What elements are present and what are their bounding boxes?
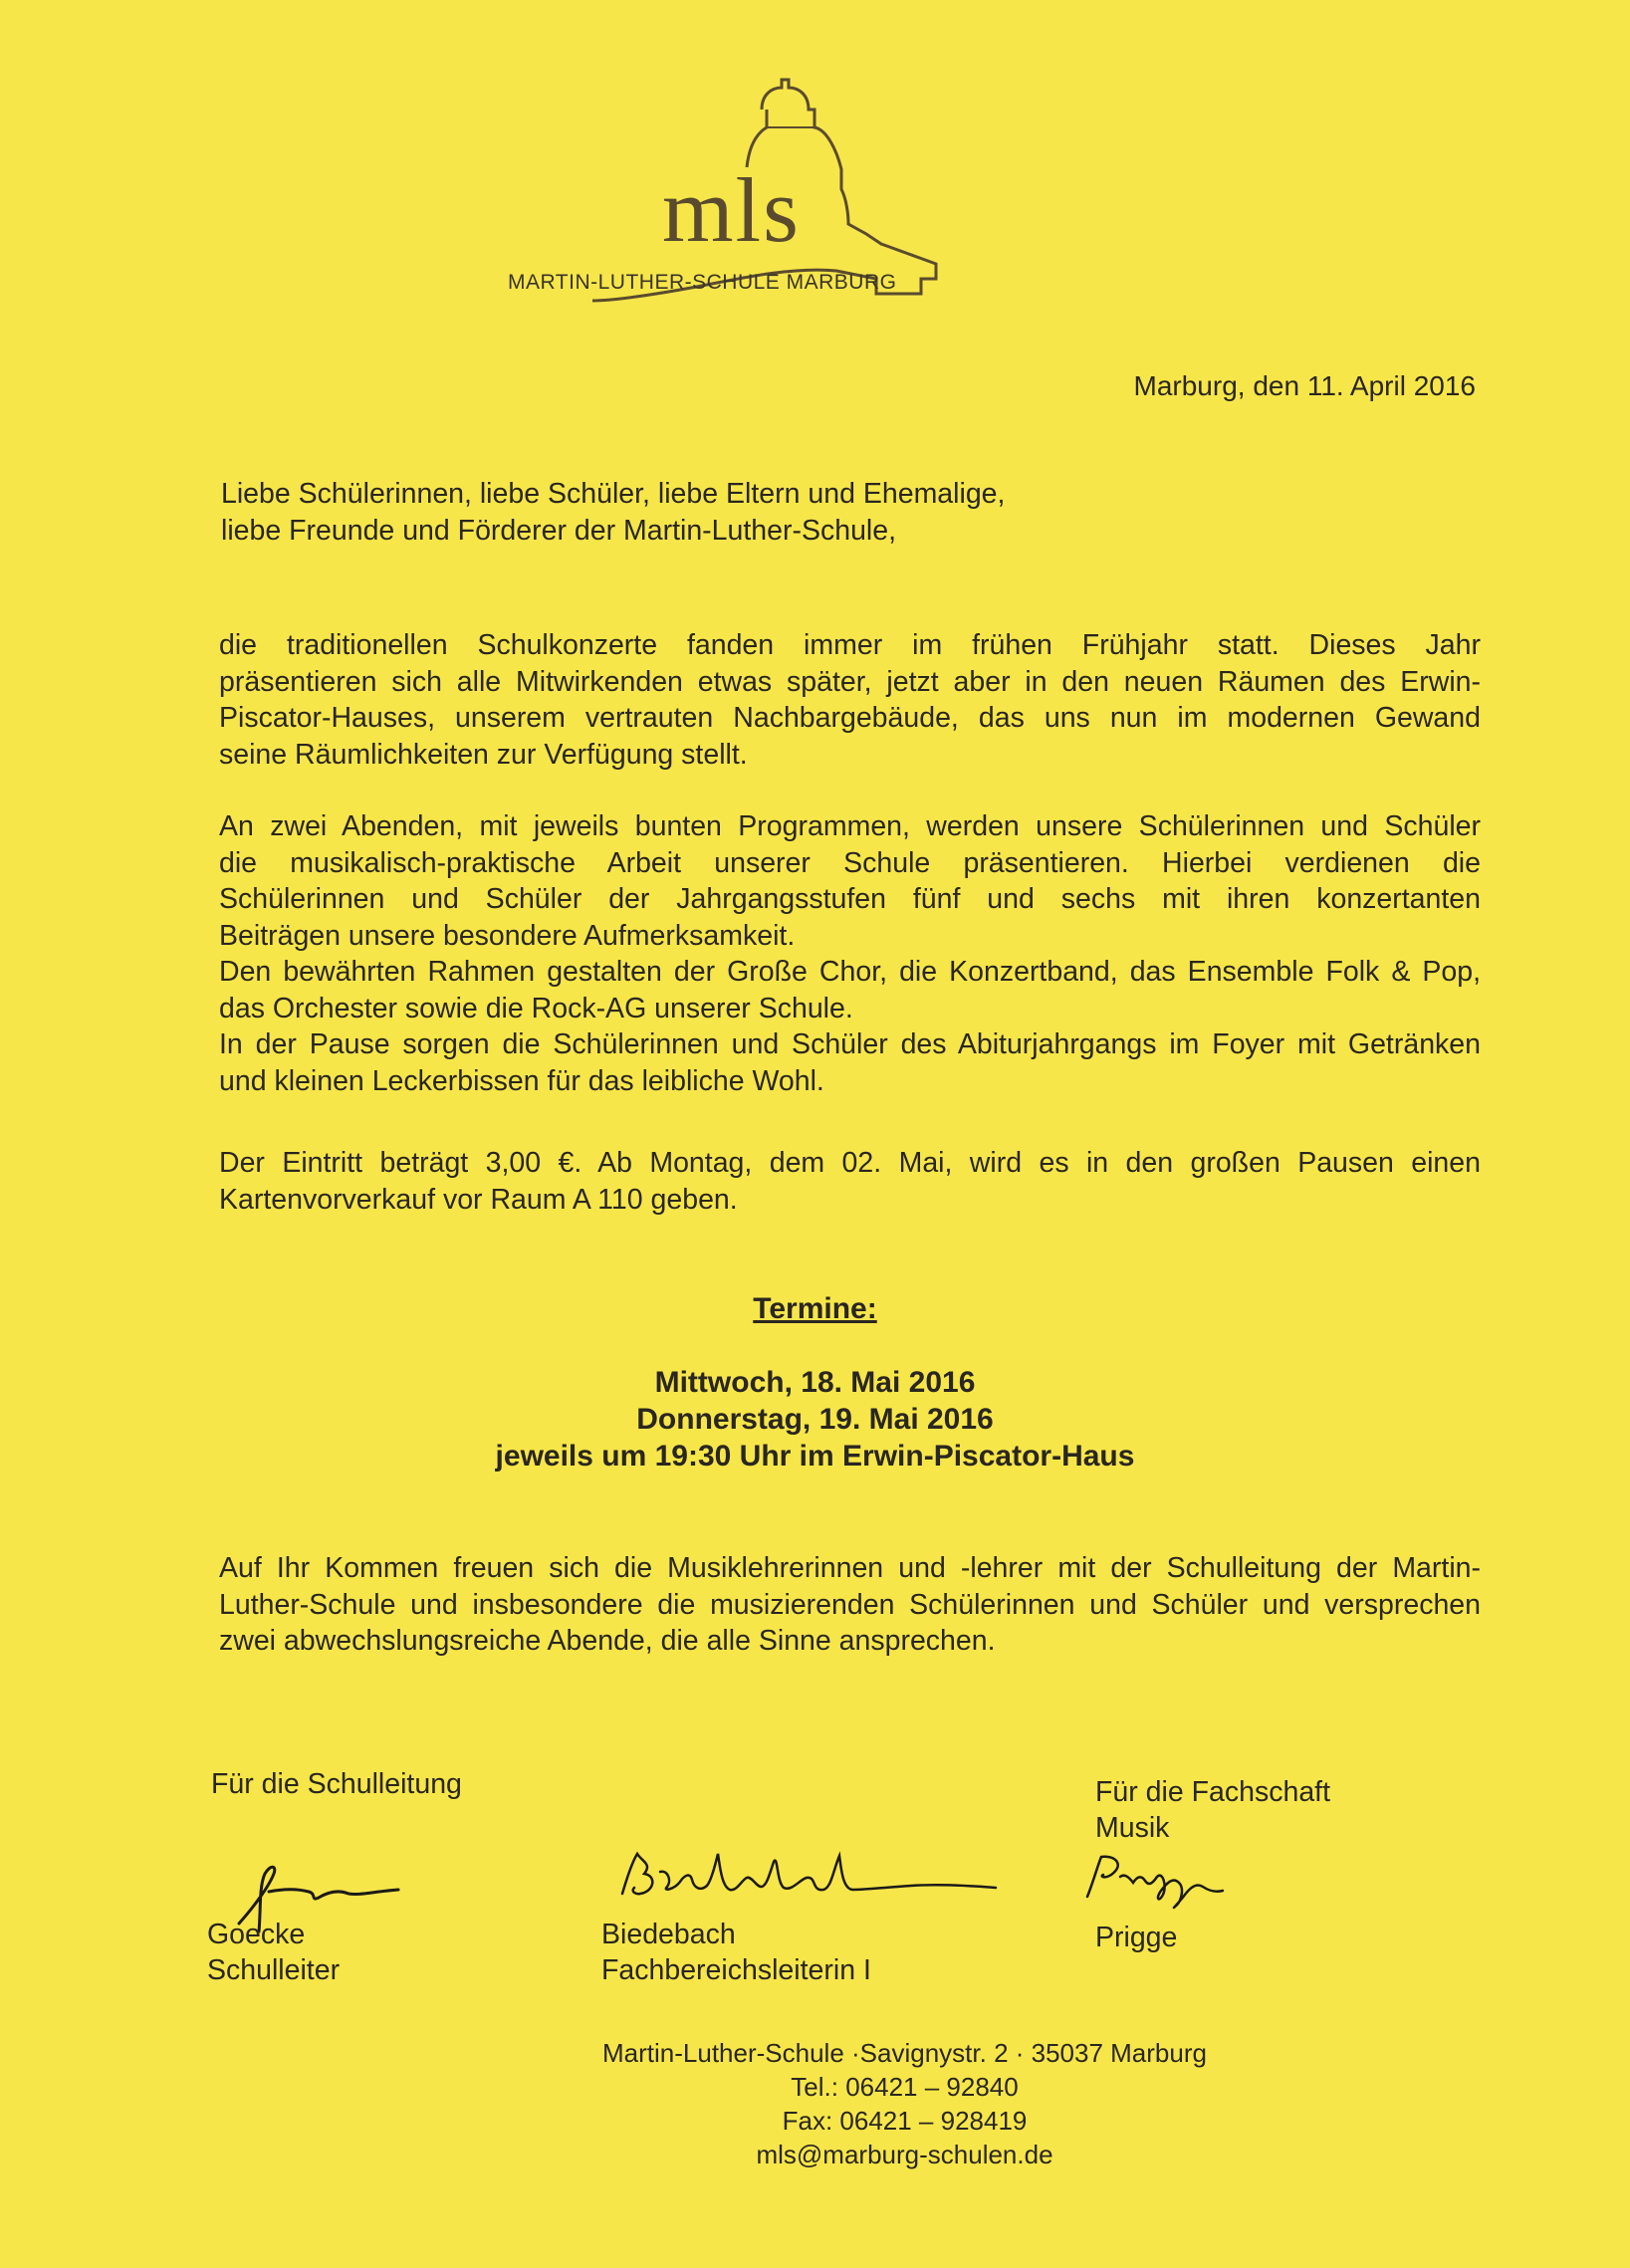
- paragraph-closing: [219, 1550, 1481, 1660]
- logo-wordmark: mls: [662, 159, 801, 261]
- text-line: Luther-Schule und insbesondere die musizierenden Schülerinnen und Schüler und versprechen: [219, 1588, 1481, 1621]
- signature-label-right: [1095, 1774, 1330, 1846]
- paragraph-program: [219, 808, 1481, 1099]
- text-line: Der Eintritt beträgt 3,00 €. Ab Montag, dem 02. Mai, wird es in den großen Pausen einen: [219, 1147, 1481, 1179]
- text-line: Schülerinnen und Schüler der Jahrgangsstufen fünf und sechs mit ihren konzertanten: [219, 883, 1481, 915]
- footer-phone: Tel.: 06421 – 92840: [791, 2072, 1019, 2102]
- signatory-role-left: Schulleiter: [207, 1954, 341, 1986]
- signature-label-right-line: Für die Fachschaft: [1095, 1776, 1331, 1808]
- text-line: das Orchester sowie die Rock-AG unserer Schule.: [219, 992, 853, 1024]
- footer-fax: Fax: 06421 – 928419: [782, 2106, 1028, 2136]
- signature-middle: [601, 1917, 871, 1988]
- signature-label-left: Für die Schulleitung: [211, 1768, 462, 1800]
- text-line: seine Räumlichkeiten zur Verfügung stellt.: [219, 738, 748, 771]
- footer-email: mls@marburg-schulen.de: [756, 2140, 1053, 2169]
- text-line: Beiträgen unsere besondere Aufmerksamkeit.: [219, 919, 796, 952]
- text-line: Den bewährten Rahmen gestalten der Große Chor, die Konzertband, das Ensemble Folk & Pop,: [219, 956, 1481, 988]
- signature-label-right-line: Musik: [1095, 1812, 1170, 1844]
- letter-date: Marburg, den 11. April 2016: [1133, 370, 1476, 401]
- text-line: Auf Ihr Kommen freuen sich die Musiklehrerinnen und -lehrer mit der Schulleitung der Martin-: [219, 1552, 1481, 1584]
- signatory-name-middle: Biedebach: [601, 1919, 736, 1950]
- signatory-name-left: Goecke: [207, 1919, 306, 1950]
- text-line: In der Pause sorgen die Schülerinnen und Schüler des Abiturjahrgangs im Foyer mit Getränken: [219, 1028, 1481, 1060]
- termine-line: Donnerstag, 19. Mai 2016: [636, 1403, 994, 1436]
- letter-footer: [0, 2036, 1630, 2171]
- signatory-role-middle: Fachbereichsleiterin I: [601, 1954, 871, 1986]
- termine-line: Mittwoch, 18. Mai 2016: [654, 1366, 976, 1399]
- signature-left: [207, 1917, 340, 1988]
- salutation: [221, 476, 1476, 550]
- text-line: die musikalisch-praktische Arbeit unserer Schule präsentieren. Hierbei verdienen die: [219, 846, 1481, 879]
- footer-address: Martin-Luther-Schule ·Savignystr. 2 · 35037 Marburg: [602, 2038, 1207, 2068]
- text-line: die traditionellen Schulkonzerte fanden immer im frühen Frühjahr statt. Dieses Jahr: [219, 629, 1481, 661]
- signature-prigge-icon: [1075, 1847, 1235, 1917]
- salutation-line: Liebe Schülerinnen, liebe Schüler, liebe Eltern und Ehemalige,: [221, 478, 1006, 510]
- text-line: zwei abwechslungsreiche Abende, die alle Sinne ansprechen.: [219, 1625, 996, 1657]
- paragraph-intro: [219, 627, 1481, 773]
- text-line: und kleinen Leckerbissen für das leibliche Wohl.: [219, 1064, 824, 1097]
- termine-line: jeweils um 19:30 Uhr im Erwin-Piscator-Haus: [495, 1440, 1135, 1473]
- salutation-line: liebe Freunde und Förderer der Martin-Luther-Schule,: [221, 515, 897, 547]
- logo-school-name: MARTIN-LUTHER-SCHULE MARBURG: [508, 271, 897, 294]
- text-line: Kartenvorverkauf vor Raum A 110 geben.: [219, 1183, 738, 1216]
- signature-biedebach-icon: [612, 1842, 1011, 1912]
- signatory-name-right: Prigge: [1095, 1922, 1178, 1953]
- termine-list: [0, 1364, 1630, 1474]
- school-logo: [498, 40, 956, 309]
- paragraph-admission: [219, 1145, 1481, 1218]
- signature-right: [1095, 1920, 1177, 1955]
- text-line: präsentieren sich alle Mitwirkenden etwas später, jetzt aber in den neuen Räumen des Erwin-: [219, 665, 1481, 698]
- text-line: An zwei Abenden, mit jeweils bunten Programmen, werden unsere Schülerinnen und Schüler: [219, 810, 1481, 842]
- termine-heading: Termine:: [753, 1292, 877, 1325]
- text-line: Piscator-Hauses, unserem vertrauten Nachbargebäude, das uns nun im modernen Gewand: [219, 702, 1481, 734]
